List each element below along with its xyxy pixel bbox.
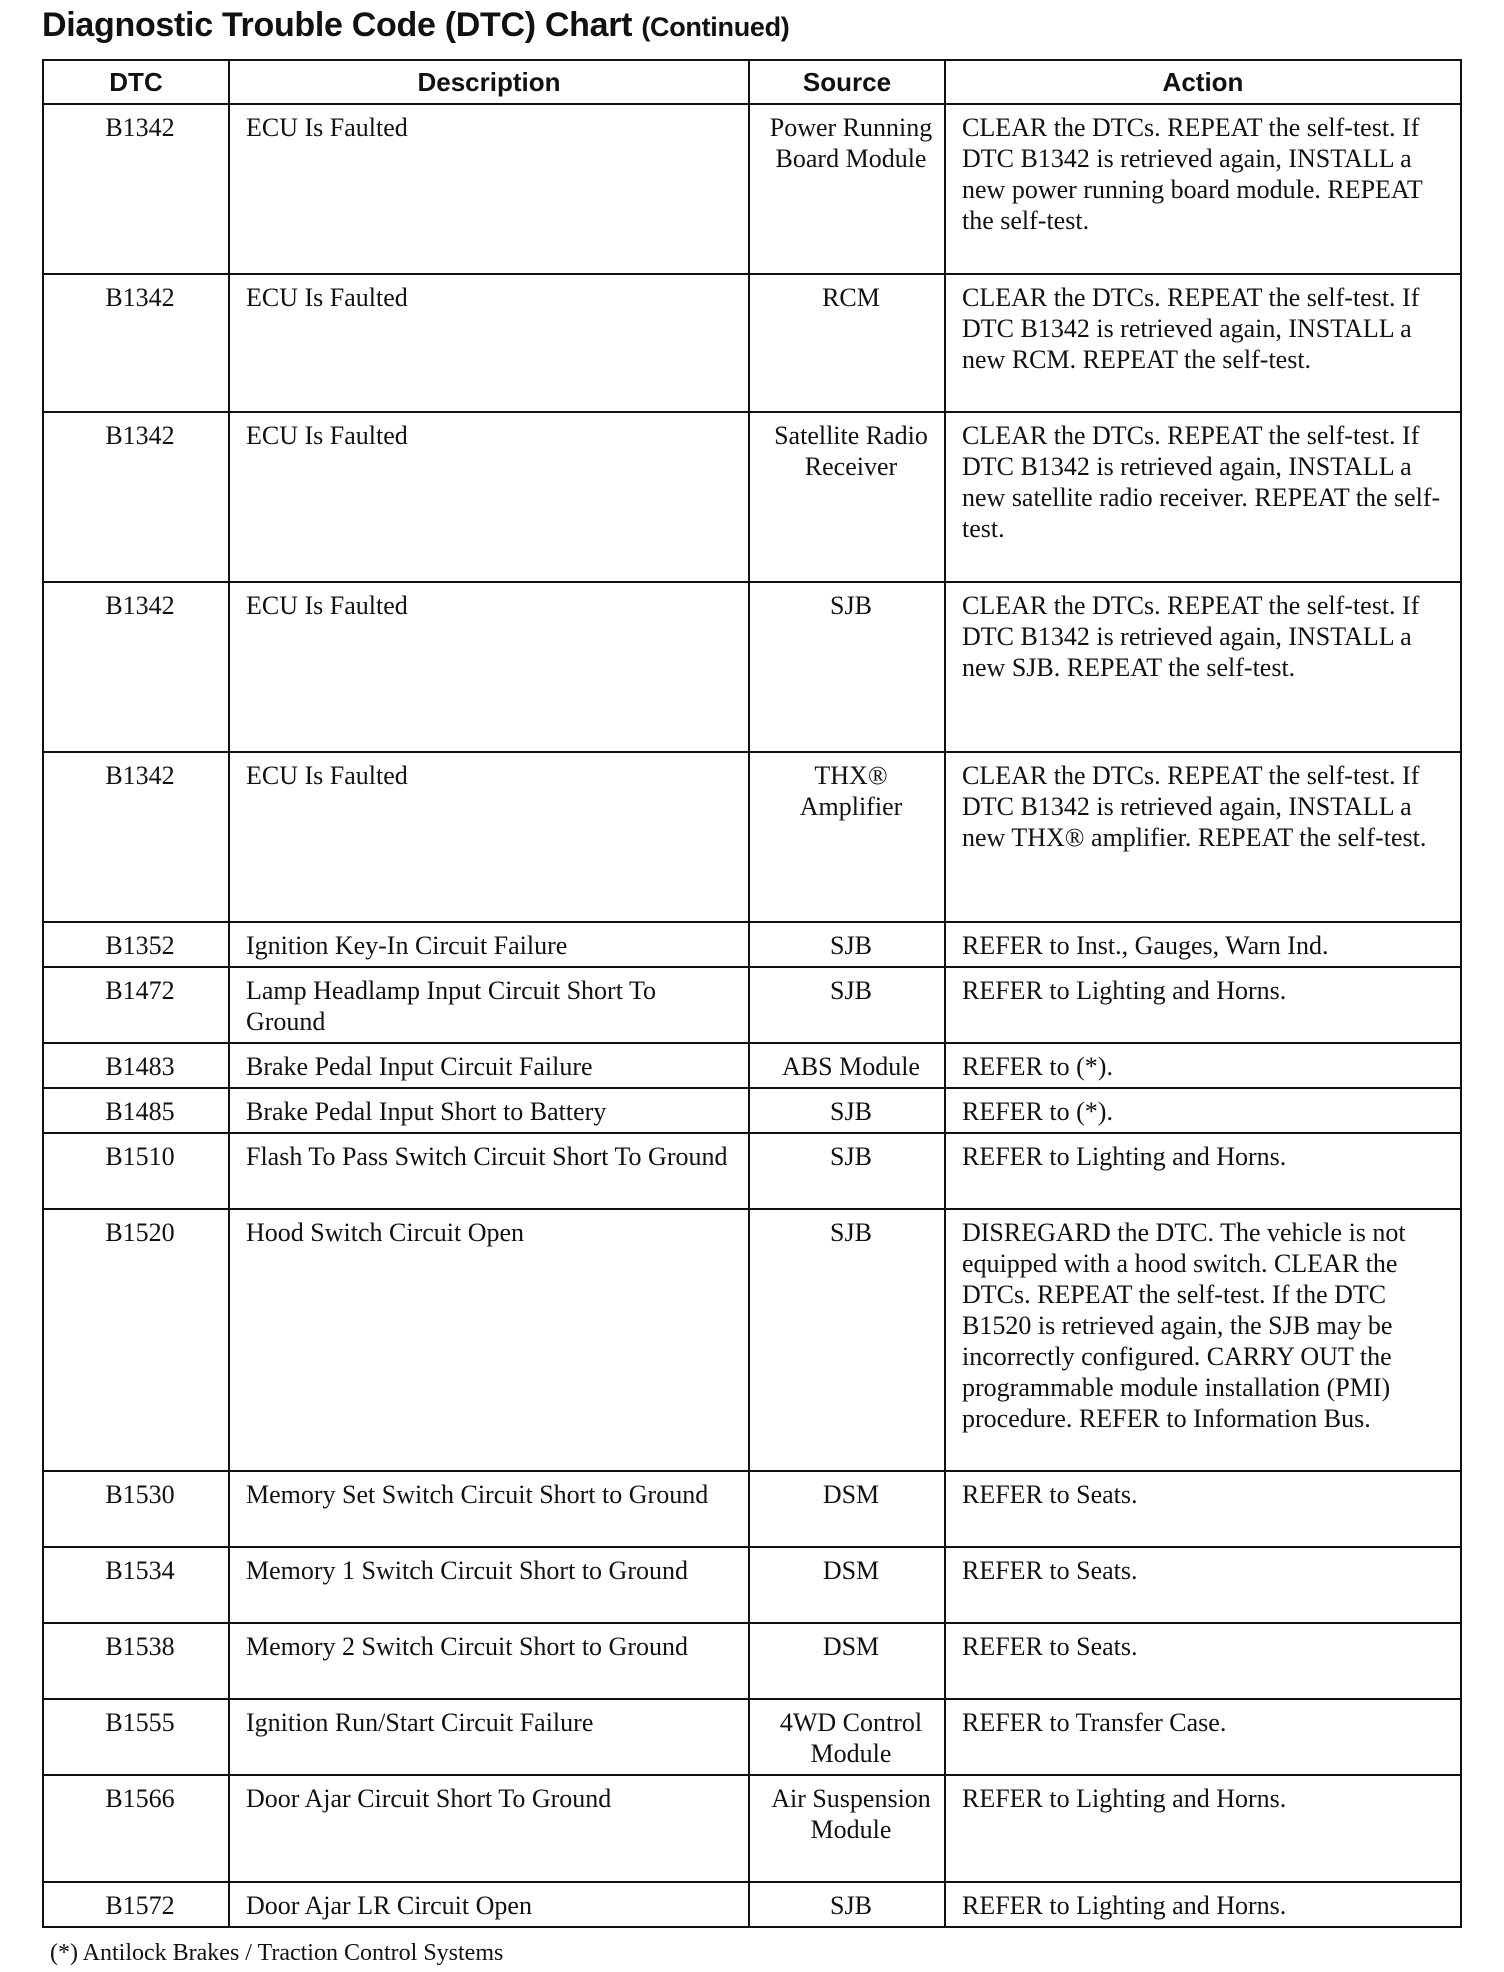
page-title-text: Diagnostic Trouble Code (DTC) Chart — [42, 6, 633, 44]
source-cell: Power Running Board Module — [749, 104, 945, 274]
action-cell: REFER to Lighting and Horns. — [945, 1133, 1461, 1209]
dtc-cell: B1572 — [43, 1882, 229, 1927]
source-cell: SJB — [749, 1133, 945, 1209]
dtc-cell: B1352 — [43, 922, 229, 967]
action-cell: CLEAR the DTCs. REPEAT the self-test. If DTC B1342 is retrieved again, INSTALL a new RCM. REPEAT the self-test. — [945, 274, 1461, 412]
dtc-cell: B1566 — [43, 1775, 229, 1882]
action-cell: CLEAR the DTCs. REPEAT the self-test. If DTC B1342 is retrieved again, INSTALL a new SJB. REPEAT the self-test. — [945, 582, 1461, 752]
dtc-cell: B1485 — [43, 1088, 229, 1133]
description-cell: ECU Is Faulted — [229, 412, 749, 582]
table-row — [43, 412, 1461, 582]
dtc-cell: B1530 — [43, 1471, 229, 1547]
action-cell: REFER to Seats. — [945, 1623, 1461, 1699]
source-cell: RCM — [749, 274, 945, 412]
description-cell: Memory 2 Switch Circuit Short to Ground — [229, 1623, 749, 1699]
table-row — [43, 1088, 1461, 1133]
source-cell: DSM — [749, 1547, 945, 1623]
table-body — [43, 104, 1461, 1927]
action-cell: REFER to Lighting and Horns. — [945, 967, 1461, 1043]
table-row — [43, 752, 1461, 922]
source-cell: SJB — [749, 922, 945, 967]
action-cell: REFER to Transfer Case. — [945, 1699, 1461, 1775]
table-row — [43, 1133, 1461, 1209]
dtc-cell: B1520 — [43, 1209, 229, 1471]
dtc-cell: B1472 — [43, 967, 229, 1043]
action-cell: REFER to (*). — [945, 1088, 1461, 1133]
source-cell: 4WD Control Module — [749, 1699, 945, 1775]
column-header-description: Description — [229, 60, 749, 104]
dtc-cell: B1555 — [43, 1699, 229, 1775]
action-cell: REFER to Inst., Gauges, Warn Ind. — [945, 922, 1461, 967]
source-cell: SJB — [749, 1882, 945, 1927]
table-row — [43, 274, 1461, 412]
description-cell: Brake Pedal Input Circuit Failure — [229, 1043, 749, 1088]
dtc-cell: B1342 — [43, 104, 229, 274]
source-cell: DSM — [749, 1623, 945, 1699]
description-cell: ECU Is Faulted — [229, 104, 749, 274]
source-cell: Air Suspension Module — [749, 1775, 945, 1882]
description-cell: Door Ajar Circuit Short To Ground — [229, 1775, 749, 1882]
table-row — [43, 1043, 1461, 1088]
table-row — [43, 104, 1461, 274]
table-row — [43, 1775, 1461, 1882]
action-cell: REFER to Lighting and Horns. — [945, 1882, 1461, 1927]
page-title-suffix: (Continued) — [641, 12, 790, 42]
table-row — [43, 1471, 1461, 1547]
dtc-cell: B1534 — [43, 1547, 229, 1623]
column-header-action: Action — [945, 60, 1461, 104]
description-cell: Memory Set Switch Circuit Short to Ground — [229, 1471, 749, 1547]
source-cell: ABS Module — [749, 1043, 945, 1088]
table-row — [43, 1623, 1461, 1699]
footnote: (*) Antilock Brakes / Traction Control Systems — [50, 1940, 504, 1966]
action-cell: REFER to Seats. — [945, 1471, 1461, 1547]
description-cell: ECU Is Faulted — [229, 752, 749, 922]
table-row — [43, 1209, 1461, 1471]
dtc-cell: B1342 — [43, 412, 229, 582]
dtc-cell: B1342 — [43, 582, 229, 752]
action-cell: REFER to (*). — [945, 1043, 1461, 1088]
source-cell: SJB — [749, 1088, 945, 1133]
source-cell: SJB — [749, 1209, 945, 1471]
table-row — [43, 967, 1461, 1043]
table-row — [43, 1882, 1461, 1927]
dtc-table — [42, 59, 1462, 1928]
action-cell: REFER to Seats. — [945, 1547, 1461, 1623]
description-cell: ECU Is Faulted — [229, 582, 749, 752]
table-row — [43, 1699, 1461, 1775]
source-cell: SJB — [749, 967, 945, 1043]
action-cell: CLEAR the DTCs. REPEAT the self-test. If DTC B1342 is retrieved again, INSTALL a new satellite radio receiver. REPEAT the self-test. — [945, 412, 1461, 582]
table-header-row — [43, 60, 1461, 104]
source-cell: DSM — [749, 1471, 945, 1547]
description-cell: Brake Pedal Input Short to Battery — [229, 1088, 749, 1133]
description-cell: Ignition Run/Start Circuit Failure — [229, 1699, 749, 1775]
dtc-cell: B1510 — [43, 1133, 229, 1209]
source-cell: THX® Amplifier — [749, 752, 945, 922]
description-cell: Ignition Key-In Circuit Failure — [229, 922, 749, 967]
page-title — [42, 6, 790, 45]
action-cell: CLEAR the DTCs. REPEAT the self-test. If DTC B1342 is retrieved again, INSTALL a new THX® amplifier. REPEAT the self-test. — [945, 752, 1461, 922]
dtc-cell: B1483 — [43, 1043, 229, 1088]
description-cell: Memory 1 Switch Circuit Short to Ground — [229, 1547, 749, 1623]
column-header-source: Source — [749, 60, 945, 104]
dtc-cell: B1342 — [43, 274, 229, 412]
action-cell: REFER to Lighting and Horns. — [945, 1775, 1461, 1882]
dtc-cell: B1342 — [43, 752, 229, 922]
table-row — [43, 922, 1461, 967]
column-header-dtc: DTC — [43, 60, 229, 104]
source-cell: SJB — [749, 582, 945, 752]
description-cell: Door Ajar LR Circuit Open — [229, 1882, 749, 1927]
description-cell: Lamp Headlamp Input Circuit Short To Ground — [229, 967, 749, 1043]
description-cell: Flash To Pass Switch Circuit Short To Ground — [229, 1133, 749, 1209]
action-cell: DISREGARD the DTC. The vehicle is not equipped with a hood switch. CLEAR the DTCs. REPEAT the self-test. If the DTC B1520 is retrieved again, the SJB may be incorrectly configured. CARRY OUT the programmable module installation (PMI) procedure. REFER to Information Bus. — [945, 1209, 1461, 1471]
description-cell: ECU Is Faulted — [229, 274, 749, 412]
table-row — [43, 1547, 1461, 1623]
dtc-cell: B1538 — [43, 1623, 229, 1699]
table-row — [43, 582, 1461, 752]
source-cell: Satellite Radio Receiver — [749, 412, 945, 582]
description-cell: Hood Switch Circuit Open — [229, 1209, 749, 1471]
action-cell: CLEAR the DTCs. REPEAT the self-test. If DTC B1342 is retrieved again, INSTALL a new power running board module. REPEAT the self-test. — [945, 104, 1461, 274]
